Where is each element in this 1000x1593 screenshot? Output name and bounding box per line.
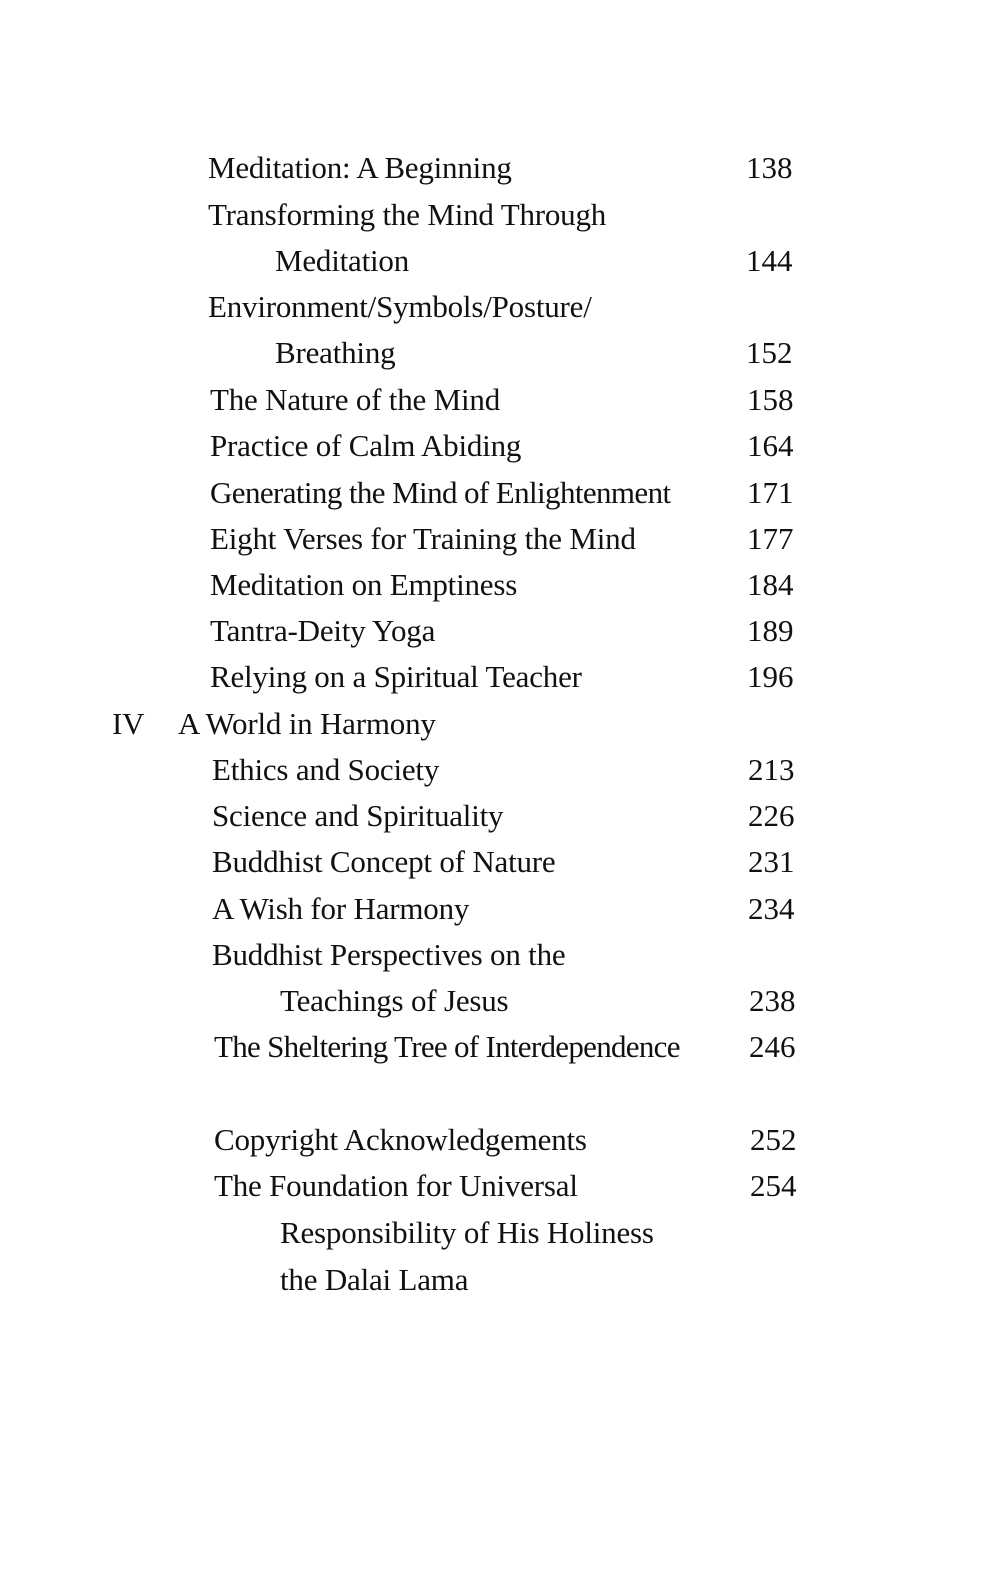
toc-entry-page: 246 xyxy=(749,1029,796,1064)
toc-entry-page: 213 xyxy=(748,752,795,787)
toc-entry-page: 231 xyxy=(748,844,795,879)
toc-entry-title: Practice of Calm Abiding xyxy=(210,428,522,463)
toc-entry-page: 196 xyxy=(747,659,794,694)
toc-entry-page: 177 xyxy=(747,521,794,556)
toc-entry-title: Transforming the Mind Through xyxy=(208,197,607,232)
toc-entry-page: 238 xyxy=(749,983,796,1018)
toc-entry-page: 144 xyxy=(746,243,793,278)
toc-entry-title-continued: Breathing xyxy=(275,335,396,370)
part-title: A World in Harmony xyxy=(178,706,436,741)
toc-entry-page: 189 xyxy=(747,613,794,648)
toc-entry-title: Tantra-Deity Yoga xyxy=(210,613,436,648)
toc-entry-title-continued: Meditation xyxy=(275,243,410,278)
toc-entry-title: Eight Verses for Training the Mind xyxy=(210,521,636,556)
toc-entry-page: 252 xyxy=(750,1122,797,1157)
toc-entry-page: 158 xyxy=(747,382,794,417)
toc-entry-title: Meditation on Emptiness xyxy=(210,567,518,602)
toc-entry-title: Meditation: A Beginning xyxy=(208,150,512,185)
toc-entry-page: 184 xyxy=(747,567,794,602)
toc-entry-title: Buddhist Perspectives on the xyxy=(212,937,566,972)
toc-entry-title: The Foundation for Universal xyxy=(214,1168,578,1203)
toc-entry-title: Environment/Symbols/Posture/ xyxy=(208,289,592,324)
toc-entry-title: A Wish for Harmony xyxy=(212,891,470,926)
toc-entry-title: Buddhist Concept of Nature xyxy=(212,844,556,879)
toc-entry-title-continued: Responsibility of His Holiness xyxy=(280,1215,654,1250)
part-numeral: IV xyxy=(112,706,145,741)
toc-entry-page: 234 xyxy=(748,891,795,926)
toc-entry-page: 171 xyxy=(747,475,794,510)
toc-entry-title: Science and Spirituality xyxy=(212,798,504,833)
toc-entry-page: 138 xyxy=(746,150,793,185)
toc-entry-page: 164 xyxy=(747,428,794,463)
toc-entry-title: Ethics and Society xyxy=(212,752,440,787)
toc-entry-title-continued: the Dalai Lama xyxy=(280,1262,469,1297)
toc-entry-page: 226 xyxy=(748,798,795,833)
toc-entry-title: Relying on a Spiritual Teacher xyxy=(210,659,582,694)
toc-entry-title: The Nature of the Mind xyxy=(210,382,501,417)
toc-entry-title: The Sheltering Tree of Interdependence xyxy=(214,1029,680,1064)
toc-entry-title: Generating the Mind of Enlightenment xyxy=(210,475,671,510)
toc-entry-title: Copyright Acknowledgements xyxy=(214,1122,587,1157)
toc-entry-page: 152 xyxy=(746,335,793,370)
toc-entry-page: 254 xyxy=(750,1168,797,1203)
toc-entry-title-continued: Teachings of Jesus xyxy=(280,983,509,1018)
